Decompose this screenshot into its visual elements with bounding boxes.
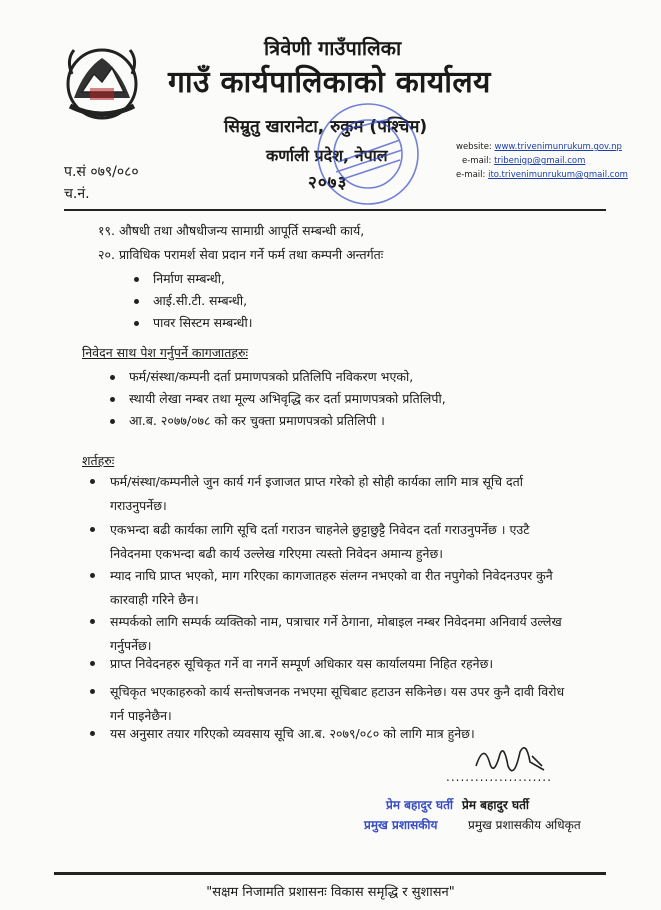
condition-item	[110, 652, 570, 676]
condition-text: सूचिकृत भएकाहरुको कार्य सन्तोषजनक नभएमा सूचिबाट हटाउन सकिनेछ। यस उपर कुनै दावी विरोध गर्न पाइनेछैन।	[110, 684, 565, 723]
contact-label: e-mail:	[462, 156, 492, 166]
numbered-item: २०. प्राविधिक परामर्श सेवा प्रदान गर्ने फर्म तथा कम्पनी अन्तर्गतः	[98, 247, 384, 262]
condition-item	[110, 564, 570, 611]
contact-email-1	[456, 154, 628, 168]
bullet-icon	[90, 479, 95, 484]
document-item	[110, 390, 446, 407]
signature-title-stamp: प्रमुख प्रशासकीय	[364, 818, 438, 832]
sub-item-text: निर्माण सम्बन्धी,	[153, 271, 225, 286]
numbered-item: १९. औषधी तथा औषधीजन्य सामाग्री आपूर्ति सम्बन्धी कार्य,	[98, 223, 365, 238]
email-link[interactable]: tribenigp@gmail.com	[494, 156, 586, 166]
contact-email-2	[456, 168, 628, 182]
signatory-title: प्रमुख प्रशासकीय अधिकृत	[468, 818, 581, 832]
document-item	[110, 412, 385, 429]
document-item-text: फर्म/संस्था/कम्पनी दर्ता प्रमाणपत्रको प्रतिलिपि नविकरण भएको,	[129, 369, 414, 384]
condition-text: प्राप्त निवेदनहरु सूचिकृत गर्ने वा नगर्ने सम्पूर्ण अधिकार यस कार्यालयमा निहित रहनेछ।	[110, 656, 494, 671]
province-line: कर्णाली प्रदेश, नेपाल	[266, 146, 388, 165]
bullet-icon	[110, 419, 115, 424]
document-item-text: आ.ब. २०७७/०७८ को कर चुक्ता प्रमाणपत्रको प्रतिलिपी ।	[129, 413, 385, 428]
condition-item	[110, 680, 570, 727]
office-address: सिम्रुतु खारानेटा, रुकुम (पश्चिम)	[224, 117, 428, 137]
signature-line: ......................	[446, 770, 552, 784]
sub-item	[134, 270, 225, 287]
bullet-icon	[110, 375, 115, 380]
bullet-icon	[90, 731, 95, 736]
document-item	[110, 368, 413, 385]
bullet-icon	[90, 527, 95, 532]
website-link[interactable]: www.trivenimunrukum.gov.np	[494, 142, 622, 152]
condition-text: फर्म/संस्था/कम्पनीले जुन कार्य गर्न इजाजत प्राप्त गरेको हो सोही कार्यका लागि मात्र सूचि दर्ता गराउनुपर्नेछ।	[110, 474, 524, 513]
condition-item	[110, 518, 570, 565]
contact-block	[456, 140, 628, 182]
email-link[interactable]: ito.trivenimunrukum@gmail.com	[488, 170, 628, 180]
documents-heading: निवेदन साथ पेश गर्नुपर्ने कागजातहरुः	[82, 345, 249, 360]
header-divider	[64, 209, 606, 211]
contact-website	[456, 140, 628, 154]
bullet-icon	[90, 573, 95, 578]
bullet-icon	[134, 277, 139, 282]
bullet-icon	[134, 299, 139, 304]
footer-divider	[54, 872, 606, 875]
dispatch-number: च.नं.	[64, 186, 90, 202]
bullet-icon	[90, 619, 95, 624]
signature-name-stamp: प्रेम बहादुर घर्ती	[386, 798, 454, 812]
year-line: २०७३	[308, 173, 348, 193]
condition-item	[110, 470, 570, 517]
sub-item	[134, 314, 252, 331]
sub-item-text: पावर सिस्टम सम्बन्धी।	[153, 315, 253, 330]
nepal-emblem-icon	[60, 40, 144, 124]
bullet-icon	[134, 321, 139, 326]
condition-text: यस अनुसार तयार गरिएको व्यवसाय सूचि आ.ब. २०७९/०८० को लागि मात्र हुनेछ।	[110, 726, 475, 741]
municipality-name: त्रिवेणी गाउँपालिका	[264, 36, 402, 60]
sub-item	[134, 292, 247, 309]
bullet-icon	[90, 661, 95, 666]
bullet-icon	[90, 689, 95, 694]
office-seal-stamp	[314, 100, 422, 208]
condition-item	[110, 610, 570, 657]
contact-label: e-mail:	[456, 170, 486, 180]
conditions-heading: शर्तहरुः	[82, 453, 115, 468]
contact-label: website:	[456, 142, 492, 152]
condition-text: एकभन्दा बढी कार्यका लागि सूचि दर्ता गराउन चाहनेले छुट्टाछुट्टै निवेदन दर्ता गराउनुपर्नेछ । एउटै निवेदनमा एकभन्दा बढी कार्य उल्लेख गरिएमा त्यस्तो निवेदन अमान्य हुनेछ।	[110, 522, 530, 561]
sub-item-text: आई.सी.टी. सम्बन्धी,	[153, 293, 248, 308]
footer-motto: "सक्षम निजामति प्रशासनः विकास समृद्धि र सुशासन"	[206, 885, 455, 900]
condition-text: म्याद नाघि प्राप्त भएको, माग गरिएका कागजातहरु संलग्न नभएको वा रीत नपुगेको निवेदनउपर कुनै कारवाही गरिने छैन।	[110, 568, 553, 607]
reference-number: प.सं ०७९/०८०	[64, 164, 139, 180]
condition-text: सम्पर्कको लागि सम्पर्क व्यक्तिको नाम, पत्राचार गर्ने ठेगाना, मोबाइल नम्बर निवेदनमा अनिवार्य उल्लेख गर्नुपर्नेछ।	[110, 614, 562, 653]
signatory-name: प्रेम बहादुर घर्ती	[462, 798, 530, 812]
document-item-text: स्थायी लेखा नम्बर तथा मूल्य अभिवृद्धि कर दर्ता प्रमाणपत्रको प्रतिलिपी,	[129, 391, 446, 406]
office-title: गाउँ कार्यपालिकाको कार्यालय	[168, 65, 491, 100]
bullet-icon	[110, 397, 115, 402]
